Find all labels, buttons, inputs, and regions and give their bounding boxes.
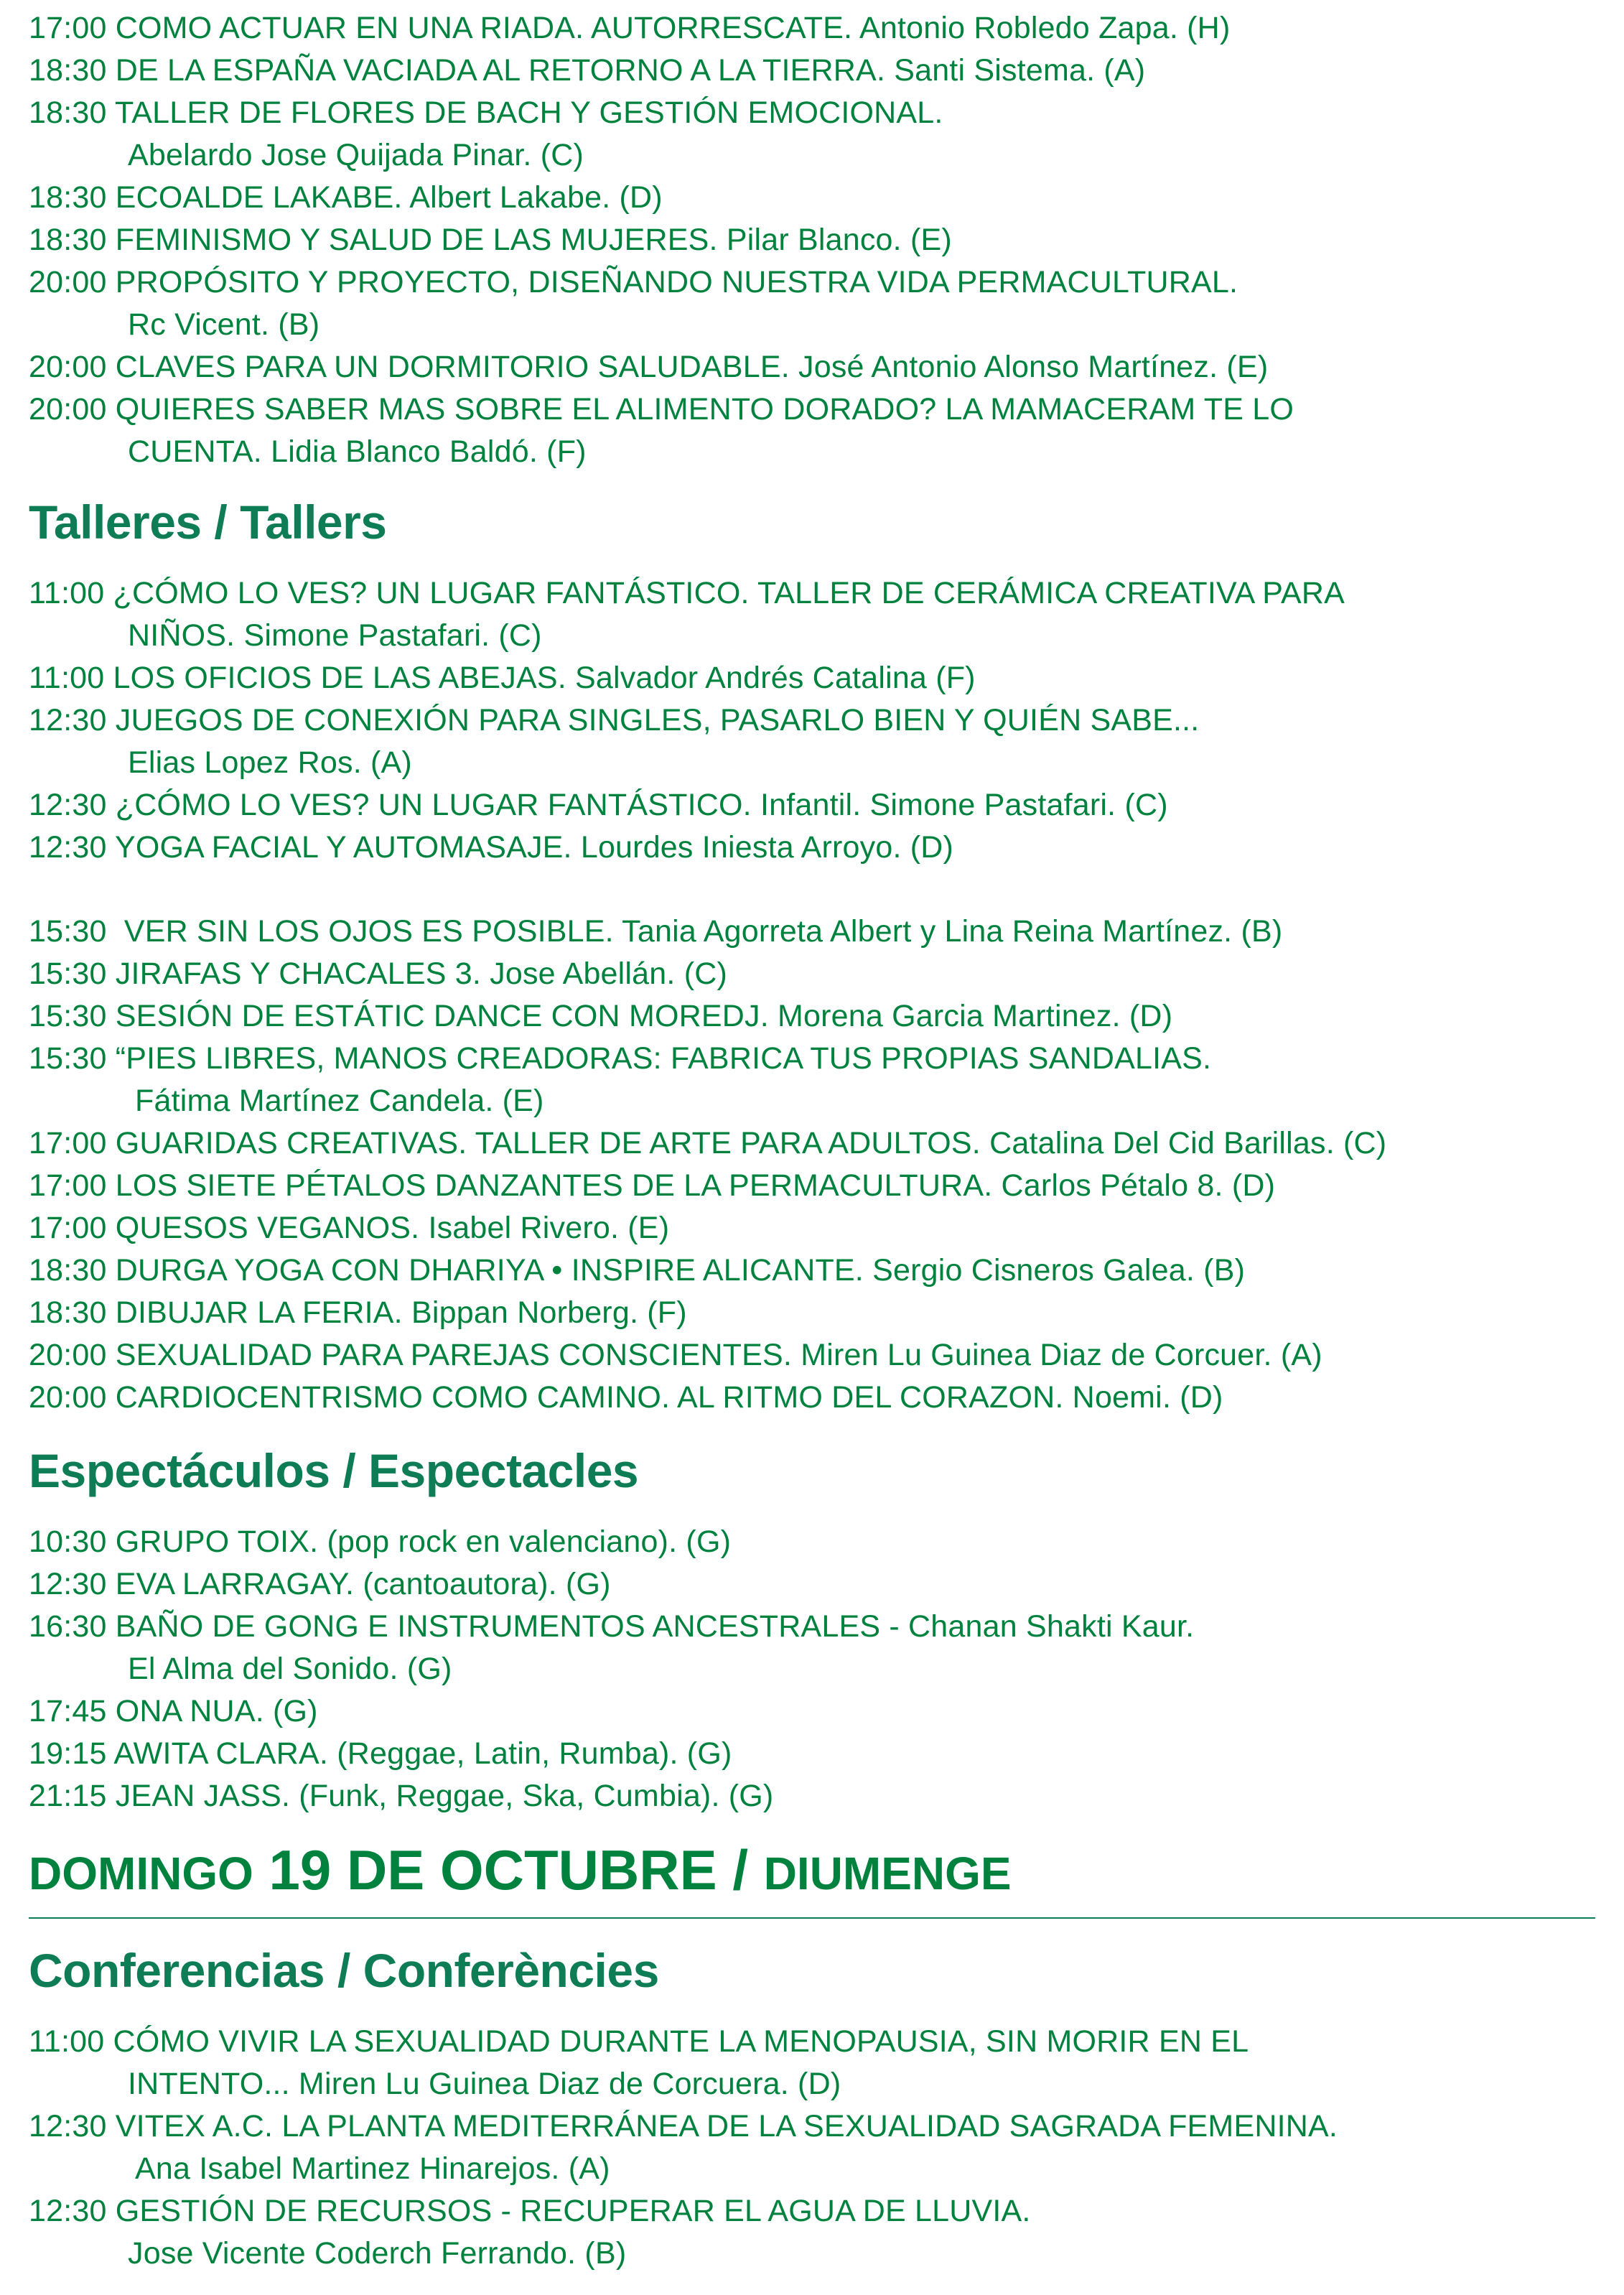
schedule-entry: 19:15 AWITA CLARA. (Reggae, Latin, Rumba). (G) [29,1736,732,1771]
schedule-entry: 18:30 DURGA YOGA CON DHARIYA • INSPIRE ALICANTE. Sergio Cisneros Galea. (B) [29,1253,1246,1288]
schedule-entry: 18:30 TALLER DE FLORES DE BACH Y GESTIÓN EMOCIONAL. [29,96,943,130]
schedule-entry: 12:30 ¿CÓMO LO VES? UN LUGAR FANTÁSTICO. Infantil. Simone Pastafari. (C) [29,788,1168,822]
schedule-entry-continuation: CUENTA. Lidia Blanco Baldó. (F) [128,434,587,469]
schedule-entry: 20:00 CLAVES PARA UN DORMITORIO SALUDABLE. José Antonio Alonso Martínez. (E) [29,350,1269,384]
schedule-entry: 15:30 “PIES LIBRES, MANOS CREADORAS: FABRICA TUS PROPIAS SANDALIAS. [29,1041,1212,1076]
schedule-entry-continuation: El Alma del Sonido. (G) [128,1652,452,1686]
schedule-entry: 17:00 GUARIDAS CREATIVAS. TALLER DE ARTE PARA ADULTOS. Catalina Del Cid Barillas. (C) [29,1126,1387,1160]
schedule-entry: 11:00 ¿CÓMO LO VES? UN LUGAR FANTÁSTICO. TALLER DE CERÁMICA CREATIVA PARA [29,576,1345,610]
day-heading-weekday-valencian: DIUMENGE [763,1848,1012,1899]
schedule-entry: 18:30 DIBUJAR LA FERIA. Bippan Norberg. (F) [29,1295,687,1330]
schedule-entry-continuation: NIÑOS. Simone Pastafari. (C) [128,618,542,653]
schedule-entry: 20:00 QUIERES SABER MAS SOBRE EL ALIMENTO DORADO? LA MAMACERAM TE LO [29,392,1294,427]
section-heading-talleres: Talleres / Tallers [29,495,387,549]
schedule-entry-continuation: INTENTO... Miren Lu Guinea Diaz de Corcuera. (D) [128,2067,841,2101]
schedule-entry-continuation: Jose Vicente Coderch Ferrando. (B) [128,2236,627,2271]
schedule-entry: 20:00 SEXUALIDAD PARA PAREJAS CONSCIENTES. Miren Lu Guinea Diaz de Corcuer. (A) [29,1338,1322,1372]
schedule-entry: 18:30 DE LA ESPAÑA VACIADA AL RETORNO A LA TIERRA. Santi Sistema. (A) [29,53,1146,88]
day-heading-weekday: DOMINGO [29,1848,253,1899]
schedule-entry: 15:30 SESIÓN DE ESTÁTIC DANCE CON MOREDJ. Morena Garcia Martinez. (D) [29,999,1173,1033]
schedule-entry: 12:30 EVA LARRAGAY. (cantoautora). (G) [29,1567,611,1601]
talleres-list [29,572,1595,1419]
schedule-entry-continuation: Elias Lopez Ros. (A) [128,745,412,780]
schedule-entry: 18:30 FEMINISMO Y SALUD DE LAS MUJERES. Pilar Blanco. (E) [29,223,952,257]
schedule-entry: 11:00 CÓMO VIVIR LA SEXUALIDAD DURANTE LA MENOPAUSIA, SIN MORIR EN EL [29,2024,1249,2059]
schedule-entry: 17:45 ONA NUA. (G) [29,1694,318,1728]
schedule-entry-continuation: Ana Isabel Martinez Hinarejos. (A) [135,2151,610,2186]
schedule-entry: 12:30 GESTIÓN DE RECURSOS - RECUPERAR EL AGUA DE LLUVIA. [29,2194,1031,2228]
schedule-entry: 12:30 VITEX A.C. LA PLANTA MEDITERRÁNEA DE LA SEXUALIDAD SAGRADA FEMENINA. [29,2109,1338,2143]
schedule-entry: 17:00 COMO ACTUAR EN UNA RIADA. AUTORRESCATE. Antonio Robledo Zapa. (H) [29,11,1231,45]
schedule-entry-continuation: Fátima Martínez Candela. (E) [135,1084,544,1118]
schedule-entry: 20:00 CARDIOCENTRISMO COMO CAMINO. AL RITMO DEL CORAZON. Noemi. (D) [29,1380,1223,1415]
day-heading [29,1839,1595,1919]
schedule-entry: 17:00 LOS SIETE PÉTALOS DANZANTES DE LA PERMACULTURA. Carlos Pétalo 8. (D) [29,1168,1276,1203]
espectaculos-list [29,1521,1595,1817]
schedule-entry-continuation: Rc Vicent. (B) [128,307,320,342]
schedule-entry: 10:30 GRUPO TOIX. (pop rock en valenciano). (G) [29,1524,732,1559]
schedule-entry: 11:00 LOS OFICIOS DE LAS ABEJAS. Salvador Andrés Catalina (F) [29,661,976,695]
schedule-list-continued [29,7,1595,473]
schedule-entry: 20:00 PROPÓSITO Y PROYECTO, DISEÑANDO NUESTRA VIDA PERMACULTURAL. [29,265,1238,299]
schedule-entry: 21:15 JEAN JASS. (Funk, Reggae, Ska, Cumbia). (G) [29,1779,774,1813]
conferencias-list [29,2021,1595,2275]
section-heading-conferencias: Conferencias / Conferències [29,1944,659,1997]
spacer [29,869,1595,911]
schedule-entry: 12:30 JUEGOS DE CONEXIÓN PARA SINGLES, PASARLO BIEN Y QUIÉN SABE... [29,703,1200,737]
schedule-entry-continuation: Abelardo Jose Quijada Pinar. (C) [128,138,584,172]
schedule-entry: 15:30 JIRAFAS Y CHACALES 3. Jose Abellán. (C) [29,956,727,991]
schedule-entry: 12:30 YOGA FACIAL Y AUTOMASAJE. Lourdes Iniesta Arroyo. (D) [29,830,954,865]
schedule-entry: 18:30 ECOALDE LAKABE. Albert Lakabe. (D) [29,180,663,215]
schedule-entry: 17:00 QUESOS VEGANOS. Isabel Rivero. (E) [29,1211,670,1245]
day-heading-date: 19 DE OCTUBRE / [253,1838,764,1901]
schedule-entry: 15:30 VER SIN LOS OJOS ES POSIBLE. Tania Agorreta Albert y Lina Reina Martínez. (B) [29,914,1283,949]
schedule-entry: 16:30 BAÑO DE GONG E INSTRUMENTOS ANCESTRALES - Chanan Shakti Kaur. [29,1609,1195,1644]
section-heading-espectaculos: Espectáculos / Espectacles [29,1444,639,1497]
